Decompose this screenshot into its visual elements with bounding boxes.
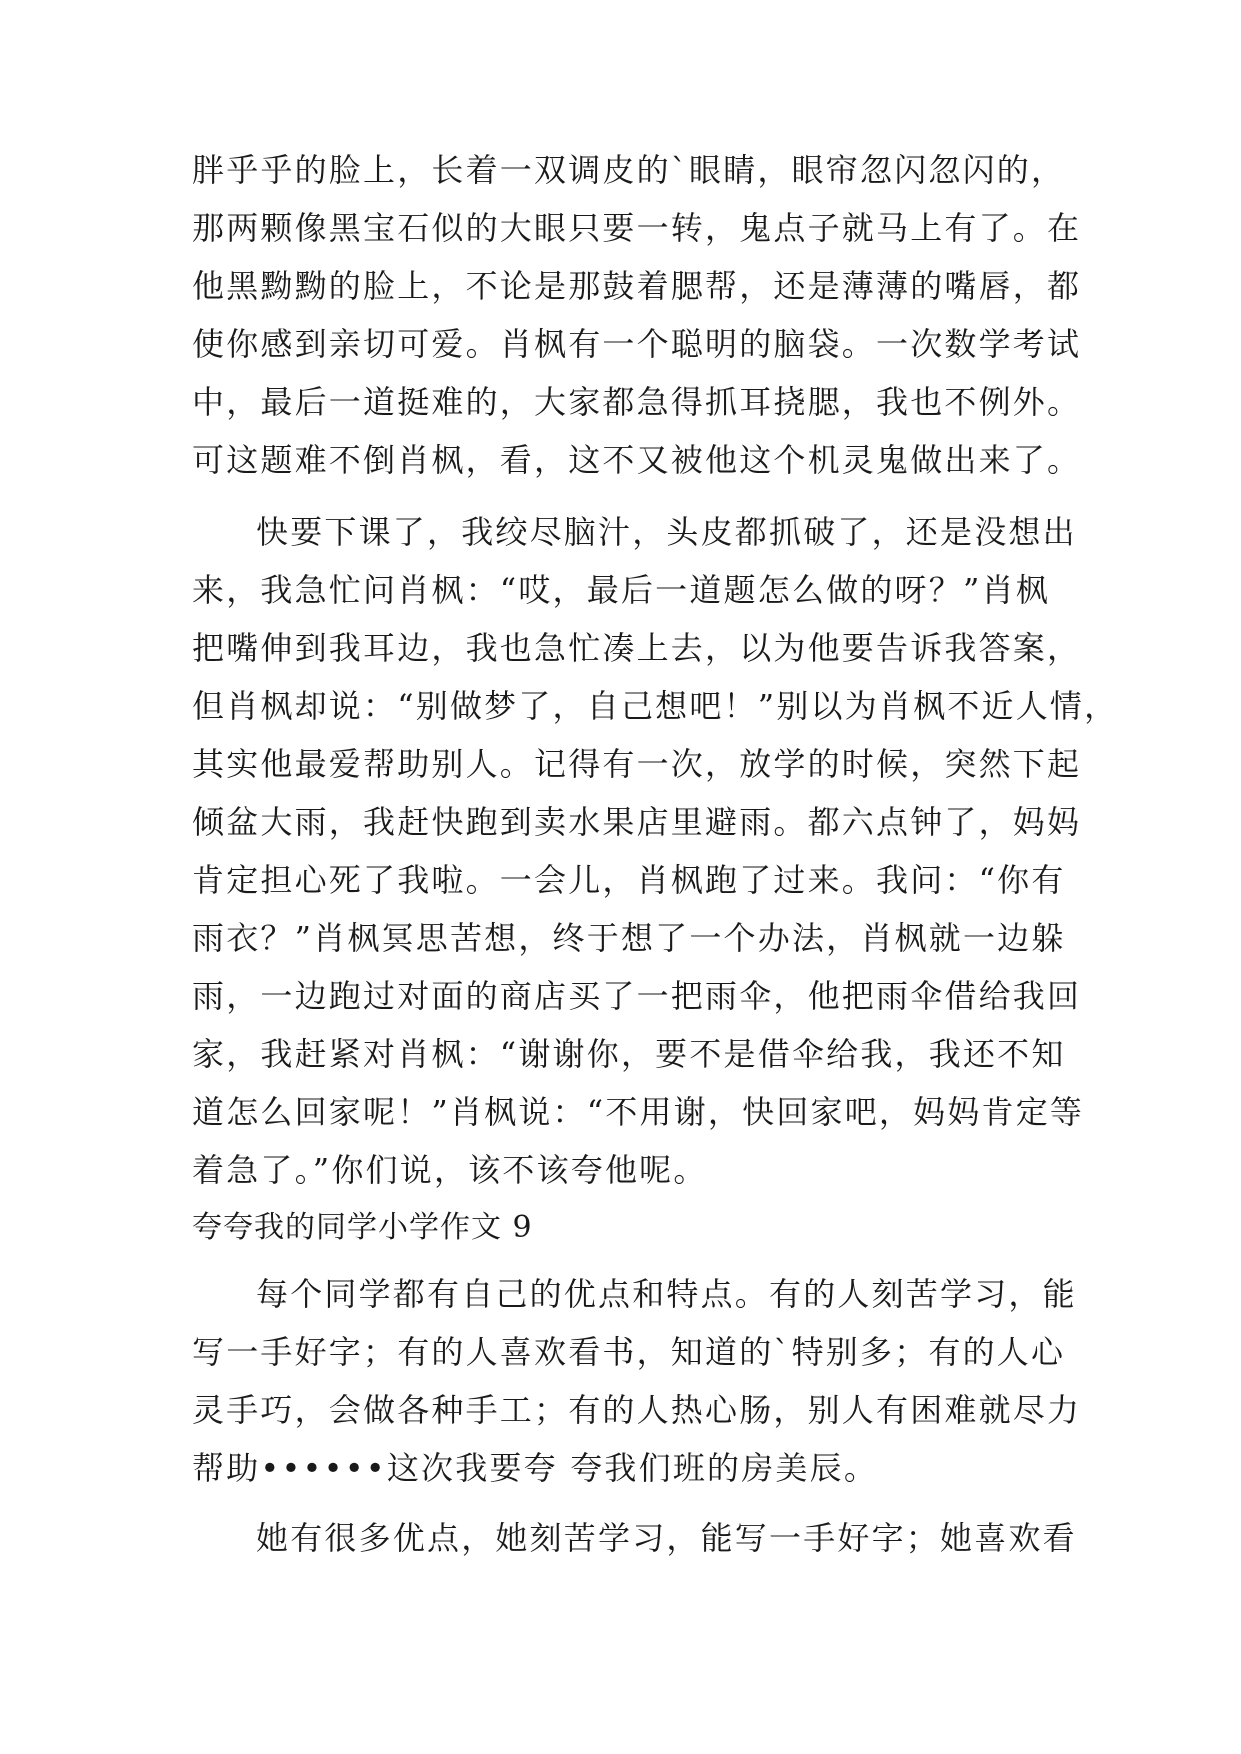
paragraph-line: 每个同学都有自己的优点和特点。有的人刻苦学习，能 xyxy=(256,1275,1077,1313)
paragraph-line: 把嘴伸到我耳边，我也急忙凑上去，以为他要告诉我答案， xyxy=(192,629,1082,667)
paragraph-line: 倾盆大雨，我赶快跑到卖水果店里避雨。都六点钟了，妈妈 xyxy=(192,803,1082,841)
paragraph-line: 道怎么回家呢！”肖枫说：“不用谢，快回家吧，妈妈肯定等 xyxy=(192,1093,1085,1131)
paragraph-line: 雨衣？”肖枫冥思苦想，终于想了一个办法，肖枫就一边躲 xyxy=(192,919,1066,957)
paragraph-line: 使你感到亲切可爱。肖枫有一个聪明的脑袋。一次数学考试 xyxy=(192,325,1082,363)
paragraph-line: 雨，一边跑过对面的商店买了一把雨伞，他把雨伞借给我回 xyxy=(192,977,1082,1015)
paragraph-line: 那两颗像黑宝石似的大眼只要一转，鬼点子就马上有了。在 xyxy=(192,209,1082,247)
paragraph-line: 灵手巧，会做各种手工；有的人热心肠，别人有困难就尽力 xyxy=(192,1391,1082,1429)
paragraph-line: 胖乎乎的脸上，长着一双调皮的`眼睛，眼帘忽闪忽闪的， xyxy=(192,151,1066,189)
paragraph-line: 写一手好字；有的人喜欢看书，知道的`特别多；有的人心 xyxy=(192,1333,1066,1371)
paragraph-line: 来，我急忙问肖枫：“哎，最后一道题怎么做的呀？”肖枫 xyxy=(192,571,1050,609)
paragraph-line: 她有很多优点，她刻苦学习，能写一手好字；她喜欢看 xyxy=(256,1519,1077,1557)
paragraph-line: 肯定担心死了我啦。一会儿，肖枫跑了过来。我问：“你有 xyxy=(192,861,1066,899)
paragraph-line: 其实他最爱帮助别人。记得有一次，放学的时候，突然下起 xyxy=(192,745,1082,783)
paragraph-line: 他黑黝黝的脸上，不论是那鼓着腮帮，还是薄薄的嘴唇，都 xyxy=(192,267,1082,305)
paragraph-line: 快要下课了，我绞尽脑汁，头皮都抓破了，还是没想出 xyxy=(256,513,1077,551)
paragraph-line: 家，我赶紧对肖枫：“谢谢你，要不是借伞给我，我还不知 xyxy=(192,1035,1066,1073)
paragraph-line: 着急了。”你们说，该不该夸他呢。 xyxy=(192,1151,708,1189)
section-heading: 夸夸我的同学小学作文 9 xyxy=(192,1210,533,1245)
paragraph-line: 中，最后一道挺难的，大家都急得抓耳挠腮，我也不例外。 xyxy=(192,383,1082,421)
paragraph-line: 帮助••••••这次我要夸 夸我们班的房美辰。 xyxy=(192,1449,879,1487)
paragraph-line: 可这题难不倒肖枫，看，这不又被他这个机灵鬼做出来了。 xyxy=(192,441,1082,479)
paragraph-line: 但肖枫却说：“别做梦了，自己想吧！”别以为肖枫不近人情， xyxy=(192,687,1119,725)
